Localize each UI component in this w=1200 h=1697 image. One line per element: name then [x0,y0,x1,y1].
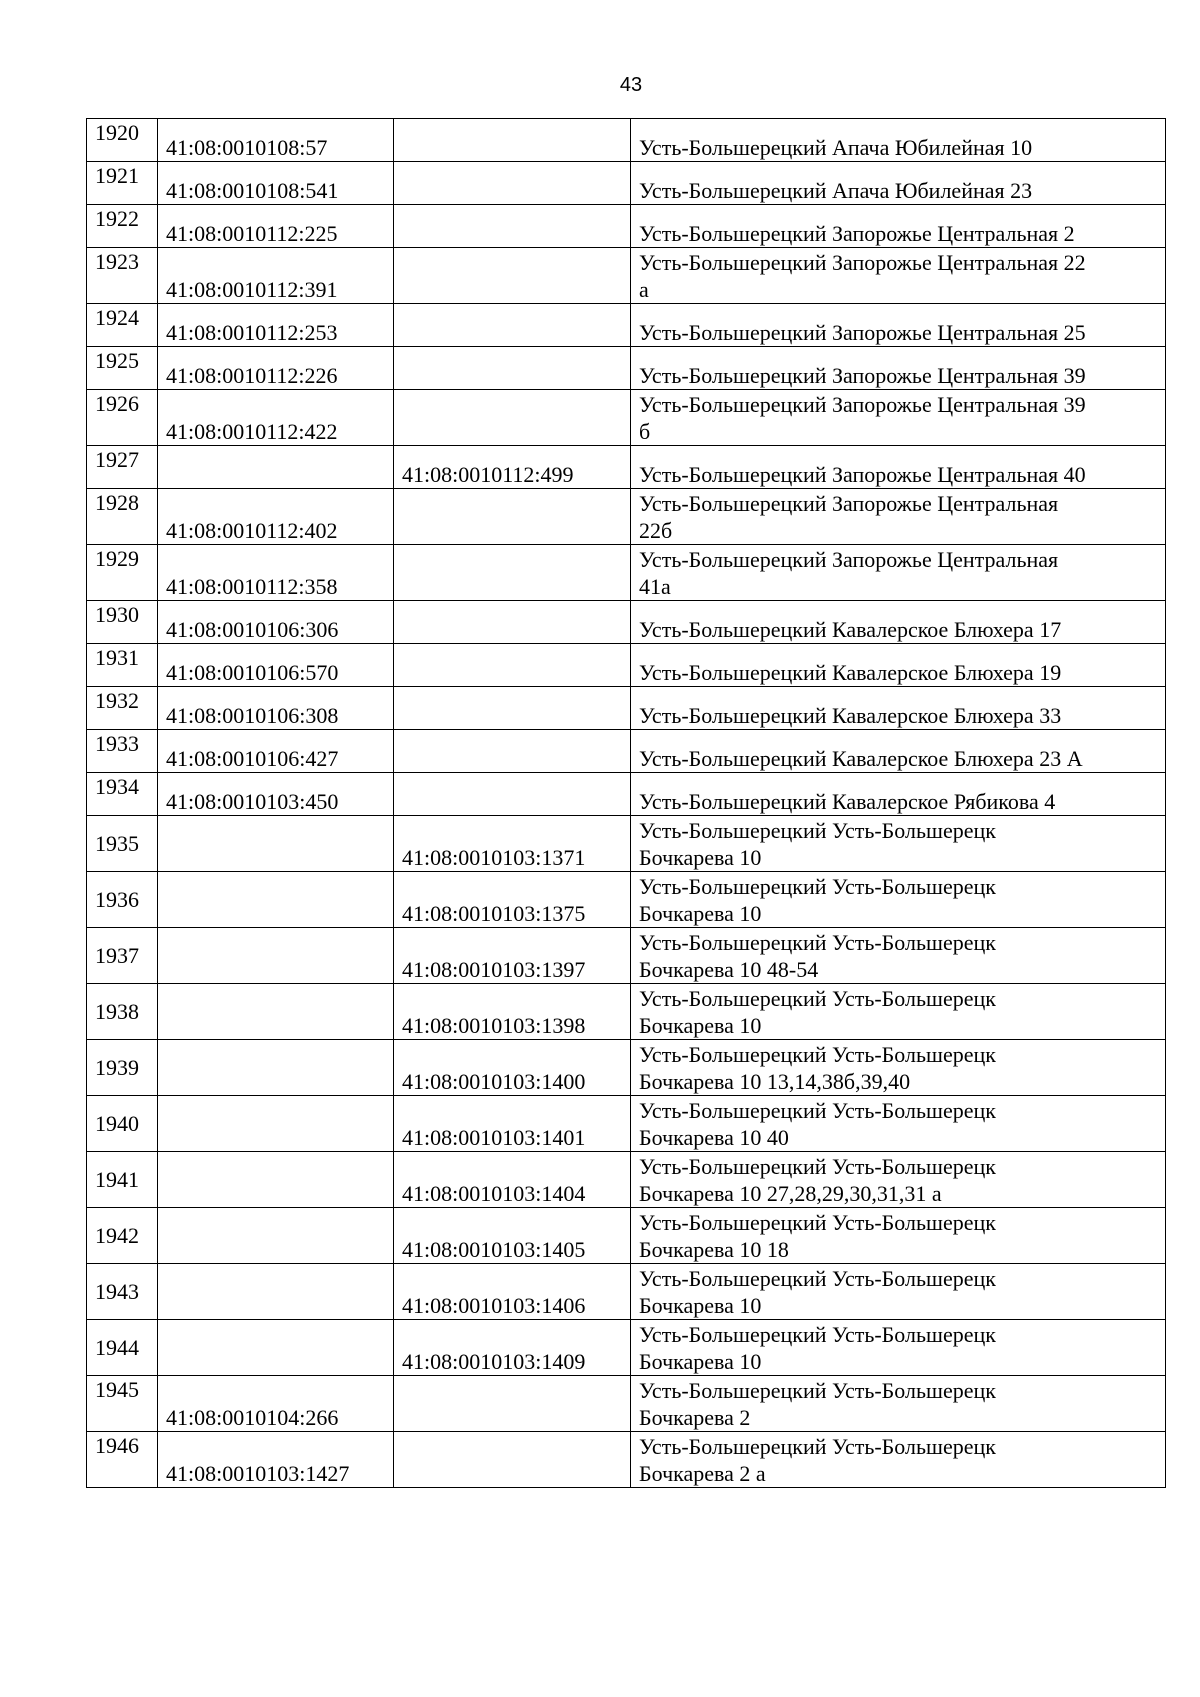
address-cell [631,248,1166,304]
building-cadastral-number-cell: 41:08:0010103:1401 [394,1096,631,1152]
cadastral-number-cell: 41:08:0010112:226 [158,347,394,390]
building-cadastral-number-cell [394,248,631,304]
building-cadastral-number-cell: 41:08:0010103:1400 [394,1040,631,1096]
row-number-cell: 1920 [87,119,158,162]
table-row [87,205,1166,248]
table-row [87,1432,1166,1488]
address-line: Усть-Большерецкий Запорожье Центральная 22 [639,250,1086,275]
building-cadastral-number-cell [394,545,631,601]
address-line: Усть-Большерецкий Усть-Большерецк [639,874,996,899]
table-row [87,347,1166,390]
building-cadastral-number-cell [394,162,631,205]
property-registry-table [86,118,1166,1488]
table-row [87,1152,1166,1208]
row-number-cell: 1922 [87,205,158,248]
row-number-cell: 1939 [87,1040,158,1096]
table-row [87,1208,1166,1264]
building-cadastral-number-cell [394,205,631,248]
row-number-cell: 1943 [87,1264,158,1320]
row-number-cell: 1934 [87,773,158,816]
address-line: б [639,419,651,444]
table-row [87,928,1166,984]
address-line: Бочкарева 10 [639,1349,762,1374]
building-cadastral-number-cell: 41:08:0010103:1406 [394,1264,631,1320]
address-cell [631,1320,1166,1376]
address-line: Усть-Большерецкий Усть-Большерецк [639,1098,996,1123]
address-line: а [639,277,649,302]
address-line: Усть-Большерецкий Усть-Большерецк [639,1378,996,1403]
address-line: Бочкарева 10 [639,901,762,926]
cadastral-number-cell: 41:08:0010112:391 [158,248,394,304]
building-cadastral-number-cell [394,730,631,773]
building-cadastral-number-cell [394,601,631,644]
address-line: Усть-Большерецкий Усть-Большерецк [639,1434,996,1459]
building-cadastral-number-cell [394,1432,631,1488]
cadastral-number-cell: 41:08:0010103:1427 [158,1432,394,1488]
building-cadastral-number-cell: 41:08:0010103:1398 [394,984,631,1040]
address-cell [631,872,1166,928]
row-number-cell: 1941 [87,1152,158,1208]
address-line: Усть-Большерецкий Кавалерское Рябикова 4 [639,789,1056,814]
address-cell [631,1264,1166,1320]
address-cell [631,1432,1166,1488]
cadastral-number-cell [158,1040,394,1096]
address-line: 22б [639,518,673,543]
cadastral-number-cell [158,446,394,489]
row-number-cell: 1931 [87,644,158,687]
cadastral-number-cell: 41:08:0010106:306 [158,601,394,644]
address-line: Усть-Большерецкий Усть-Большерецк [639,930,996,955]
address-line: Бочкарева 2 [639,1405,751,1430]
row-number-cell: 1935 [87,816,158,872]
address-cell [631,984,1166,1040]
building-cadastral-number-cell: 41:08:0010103:1404 [394,1152,631,1208]
table-row [87,730,1166,773]
cadastral-number-cell: 41:08:0010112:358 [158,545,394,601]
table-row [87,248,1166,304]
address-line: Усть-Большерецкий Усть-Большерецк [639,1210,996,1235]
cadastral-number-cell: 41:08:0010106:570 [158,644,394,687]
cadastral-number-cell: 41:08:0010112:422 [158,390,394,446]
address-line: Усть-Большерецкий Запорожье Центральная 25 [639,320,1086,345]
cadastral-number-cell [158,872,394,928]
row-number-cell: 1942 [87,1208,158,1264]
registry-body [87,119,1166,1488]
address-cell [631,205,1166,248]
building-cadastral-number-cell: 41:08:0010103:1371 [394,816,631,872]
row-number-cell: 1923 [87,248,158,304]
address-cell [631,545,1166,601]
cadastral-number-cell: 41:08:0010108:541 [158,162,394,205]
cadastral-number-cell [158,928,394,984]
table-row [87,644,1166,687]
address-cell [631,119,1166,162]
address-line: Бочкарева 10 27,28,29,30,31,31 а [639,1181,942,1206]
row-number-cell: 1933 [87,730,158,773]
table-row [87,1040,1166,1096]
building-cadastral-number-cell [394,119,631,162]
address-line: Бочкарева 10 [639,1013,762,1038]
table-row [87,162,1166,205]
address-line: Бочкарева 10 [639,845,762,870]
address-line: Усть-Большерецкий Запорожье Центральная 2 [639,221,1075,246]
row-number-cell: 1929 [87,545,158,601]
table-row [87,984,1166,1040]
address-cell [631,1376,1166,1432]
cadastral-number-cell [158,1208,394,1264]
address-cell [631,1096,1166,1152]
building-cadastral-number-cell [394,347,631,390]
building-cadastral-number-cell: 41:08:0010112:499 [394,446,631,489]
address-line: Усть-Большерецкий Кавалерское Блюхера 19 [639,660,1062,685]
address-cell [631,644,1166,687]
cadastral-number-cell [158,1320,394,1376]
address-line: Бочкарева 10 40 [639,1125,789,1150]
building-cadastral-number-cell [394,687,631,730]
building-cadastral-number-cell: 41:08:0010103:1405 [394,1208,631,1264]
table-row [87,545,1166,601]
address-cell [631,489,1166,545]
cadastral-number-cell: 41:08:0010112:225 [158,205,394,248]
table-row [87,816,1166,872]
address-line: Усть-Большерецкий Усть-Большерецк [639,1042,996,1067]
table-row [87,446,1166,489]
row-number-cell: 1927 [87,446,158,489]
building-cadastral-number-cell [394,390,631,446]
address-cell [631,390,1166,446]
table-row [87,1264,1166,1320]
cadastral-number-cell: 41:08:0010112:402 [158,489,394,545]
table-row [87,601,1166,644]
table-row [87,773,1166,816]
address-cell [631,601,1166,644]
table-row [87,872,1166,928]
row-number-cell: 1928 [87,489,158,545]
table-row [87,489,1166,545]
table-row [87,1096,1166,1152]
row-number-cell: 1924 [87,304,158,347]
building-cadastral-number-cell: 41:08:0010103:1375 [394,872,631,928]
address-line: Бочкарева 2 а [639,1461,766,1486]
address-cell [631,1152,1166,1208]
cadastral-number-cell: 41:08:0010106:308 [158,687,394,730]
table-row [87,1320,1166,1376]
table-row [87,687,1166,730]
building-cadastral-number-cell [394,489,631,545]
cadastral-number-cell: 41:08:0010112:253 [158,304,394,347]
address-line: Бочкарева 10 48-54 [639,957,819,982]
row-number-cell: 1926 [87,390,158,446]
address-line: Усть-Большерецкий Кавалерское Блюхера 33 [639,703,1062,728]
row-number-cell: 1945 [87,1376,158,1432]
address-line: Усть-Большерецкий Запорожье Центральная 39 [639,363,1086,388]
row-number-cell: 1925 [87,347,158,390]
address-line: Усть-Большерецкий Усть-Большерецк [639,1322,996,1347]
cadastral-number-cell: 41:08:0010104:266 [158,1376,394,1432]
cadastral-number-cell: 41:08:0010106:427 [158,730,394,773]
address-line: Бочкарева 10 [639,1293,762,1318]
address-cell [631,304,1166,347]
cadastral-number-cell [158,1264,394,1320]
building-cadastral-number-cell: 41:08:0010103:1409 [394,1320,631,1376]
address-line: Бочкарева 10 13,14,38б,39,40 [639,1069,911,1094]
row-number-cell: 1936 [87,872,158,928]
cadastral-number-cell [158,1096,394,1152]
address-cell [631,1040,1166,1096]
row-number-cell: 1937 [87,928,158,984]
address-cell [631,1208,1166,1264]
row-number-cell: 1938 [87,984,158,1040]
address-line: Усть-Большерецкий Кавалерское Блюхера 23 А [639,746,1083,771]
cadastral-number-cell: 41:08:0010103:450 [158,773,394,816]
address-cell [631,730,1166,773]
address-line: Усть-Большерецкий Кавалерское Блюхера 17 [639,617,1062,642]
building-cadastral-number-cell [394,644,631,687]
address-cell [631,928,1166,984]
address-line: Усть-Большерецкий Запорожье Центральная [639,547,1059,572]
address-line: Усть-Большерецкий Апача Юбилейная 10 [639,135,1033,160]
building-cadastral-number-cell [394,1376,631,1432]
building-cadastral-number-cell [394,773,631,816]
table-row [87,1376,1166,1432]
address-line: Усть-Большерецкий Усть-Большерецк [639,1154,996,1179]
cadastral-number-cell [158,984,394,1040]
page-number: 43 [619,74,643,96]
row-number-cell: 1921 [87,162,158,205]
address-line: Бочкарева 10 18 [639,1237,789,1262]
table-row [87,390,1166,446]
row-number-cell: 1944 [87,1320,158,1376]
address-line: Усть-Большерецкий Усть-Большерецк [639,818,996,843]
address-cell [631,446,1166,489]
address-line: Усть-Большерецкий Запорожье Центральная 40 [639,462,1086,487]
row-number-cell: 1930 [87,601,158,644]
address-line: Усть-Большерецкий Усть-Большерецк [639,1266,996,1291]
address-cell [631,773,1166,816]
address-line: Усть-Большерецкий Запорожье Центральная [639,491,1059,516]
address-cell [631,162,1166,205]
cadastral-number-cell: 41:08:0010108:57 [158,119,394,162]
address-cell [631,687,1166,730]
address-cell [631,347,1166,390]
cadastral-number-cell [158,1152,394,1208]
row-number-cell: 1932 [87,687,158,730]
building-cadastral-number-cell [394,304,631,347]
address-cell [631,816,1166,872]
table-row [87,304,1166,347]
row-number-cell: 1940 [87,1096,158,1152]
address-line: Усть-Большерецкий Апача Юбилейная 23 [639,178,1033,203]
cadastral-number-cell [158,816,394,872]
building-cadastral-number-cell: 41:08:0010103:1397 [394,928,631,984]
address-line: 41а [639,574,671,599]
address-line: Усть-Большерецкий Запорожье Центральная 39 [639,392,1086,417]
address-line: Усть-Большерецкий Усть-Большерецк [639,986,996,1011]
row-number-cell: 1946 [87,1432,158,1488]
table-row [87,119,1166,162]
